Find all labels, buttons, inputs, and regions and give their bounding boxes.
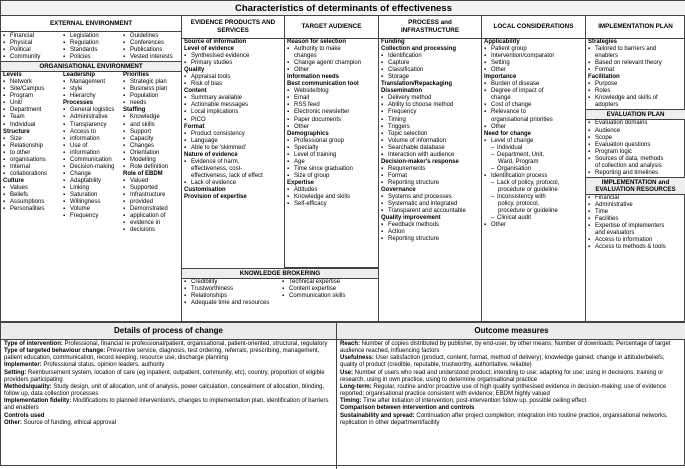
- list-item: ▪ Financial: [1, 33, 61, 40]
- list-item: ▪ Burden of disease: [482, 81, 585, 88]
- list-item: ▪ Feedback methods: [379, 222, 481, 229]
- list-item: ▪ Time: [586, 209, 685, 216]
- text-row: [340, 405, 683, 412]
- col-head-local: LOCAL CONSIDERATIONS: [482, 16, 585, 39]
- list-item: ▪ Patient group: [482, 46, 585, 53]
- section-label: Importance: [484, 74, 517, 81]
- list-item: ▪ Relevance to: [482, 109, 585, 116]
- list-item: ▪ General logistics: [61, 107, 121, 114]
- col-head-evidence: EVIDENCE PRODUCTS AND SERVICES: [182, 16, 284, 39]
- list-item: ▪ Knowledge and skills of: [586, 95, 685, 102]
- list-item: ▪ Age: [285, 159, 378, 166]
- row-text: Preventive service, diagnosis, test ordering, referrals, prescribing, management, patient education, communication, record keeping, resource use, discharge planning: [4, 348, 320, 362]
- list-item: ▪ Supported: [121, 185, 181, 192]
- list-item: ▪ Population: [121, 93, 181, 100]
- list-item: ▪ Volume: [61, 206, 121, 213]
- list-item: ▪ Political: [1, 47, 61, 54]
- list-item: ▪ Topic selection: [379, 131, 481, 138]
- col-head-implementation: IMPLEMENTATION PLAN: [586, 16, 685, 39]
- list-item: ▪ Volume of information: [379, 138, 481, 145]
- list-item: ▪ RSS feed: [285, 102, 378, 109]
- list-item: ▪ Time since graduation: [285, 166, 378, 173]
- list-item: ▪ Other: [285, 67, 378, 74]
- row-text: User satisfaction (product, content, format, method of delivery); knowledge gained; change in attitude/beliefs; quality of product (credible, reputable, trustworthy, authoritative, reliable): [340, 355, 665, 369]
- row-text: Number of users who read and understood product; intending to use; adapting for use; using in decisions, training or research, using in own practice, using to determine organisational practice: [340, 369, 664, 383]
- list-item: change: [491, 95, 511, 102]
- list-item: ▪ Website/blog: [285, 88, 378, 95]
- list-item: ▪ Community: [1, 54, 61, 61]
- list-item: ▪ Evidence of harm,: [182, 159, 284, 166]
- col-external-environment: [1, 16, 182, 321]
- list-item: ▪ Change: [61, 171, 121, 178]
- text-row: [4, 348, 333, 362]
- section-label: Quality: [184, 67, 205, 74]
- col-head-target: TARGET AUDIENCE: [285, 16, 378, 39]
- row-text: Professional, financial re professional/patient, organisational, patient-oriented, structural, regulatory: [62, 341, 328, 347]
- row-label: Comparison between intervention and controls: [340, 405, 475, 412]
- list-item: ▪ Legislation: [61, 33, 121, 40]
- list-item: policy, protocol,: [498, 201, 540, 208]
- list-item: ▪ Self-efficacy: [285, 201, 378, 208]
- section-label: Content: [184, 88, 207, 95]
- section-label: Information needs: [287, 74, 340, 81]
- list-item: ▪ Identification: [379, 53, 481, 60]
- list-item: ▪ and skills: [121, 122, 181, 129]
- list-item: ▪ Reporting structure: [379, 180, 481, 187]
- list-item: ▪ Format: [379, 173, 481, 180]
- list-item: ▪ Valued: [121, 178, 181, 185]
- list-item: ▪ Orientation: [121, 150, 181, 157]
- list-item: ▪ Department: [1, 107, 61, 114]
- list-item: ▪ Professional group: [285, 138, 378, 145]
- list-item: ▪ Appraisal tools: [182, 74, 284, 81]
- list-item: ▪ Sources of data, methods: [586, 156, 685, 163]
- list-item: ▪ Relationship: [1, 143, 61, 150]
- list-item: ▪ Primary studies: [182, 60, 284, 67]
- list-item: organisational priorities: [491, 116, 553, 123]
- list-item: ▪ Level of training: [285, 152, 378, 159]
- list-item: ▪ Financial: [586, 195, 685, 202]
- list-item: ▪ Storage: [379, 74, 481, 81]
- list-item: ▪ Change agent/ champion: [285, 60, 378, 67]
- eval-plan-head: EVALUATION PLAN: [586, 109, 685, 120]
- kb-head: KNOWLEDGE BROKERING: [182, 269, 378, 279]
- list-item: ▪ application of: [121, 213, 181, 220]
- list-item: ▪ Policies: [61, 54, 121, 61]
- list-item: ▪ Paper documents: [285, 117, 378, 124]
- row-label: Timing:: [340, 398, 362, 405]
- list-item: ▪ Summary available: [182, 95, 284, 102]
- section-label: Applicability: [484, 39, 520, 45]
- row-text: Regular, routine and/or proactive use of high quality synthesised evidence in decision-making; use of evidence reported; organisational practice consistent with evidence; EBDM highly valued: [340, 383, 667, 398]
- list-item: ▪ Unit/: [1, 100, 61, 107]
- list-item: ▪ Interaction with audience: [379, 152, 481, 159]
- list-item: changes: [294, 53, 317, 60]
- list-item: ▪ Intervention/comparator: [482, 53, 585, 60]
- list-item: – Clinical audit: [482, 215, 585, 222]
- section-label: Source of information: [184, 39, 247, 45]
- section-label: Format: [184, 123, 205, 130]
- list-item: ▪ Actionable messages: [182, 102, 284, 109]
- col-head-external: EXTERNAL ENVIRONMENT: [1, 16, 181, 32]
- list-item: – Inconsistency with: [482, 194, 585, 201]
- list-item: ▪ Values: [1, 185, 61, 192]
- section-label: Quality improvement: [381, 215, 441, 222]
- col-local-considerations: [482, 16, 586, 321]
- list-item: ▪ Level of change: [482, 138, 585, 145]
- list-item: ▪ Format: [586, 67, 685, 74]
- external-items: [1, 32, 181, 61]
- list-item: procedure or guideline: [498, 186, 558, 193]
- list-item: ▪ information: [61, 150, 121, 157]
- section-label: Demographics: [287, 130, 329, 137]
- list-item: ▪ Assumptions: [1, 199, 61, 206]
- list-item: ▪ Cost of change: [482, 102, 585, 109]
- list-item: ▪ Expertise of implementers: [586, 223, 685, 230]
- row-text: Reimbursement system, location of care (eg inpatient, outpatient, community, etc), country, proportion of eligible providers participating: [4, 369, 325, 383]
- list-item: Ward, Program: [498, 158, 539, 165]
- list-item: ▪ Ability to choose method: [379, 102, 481, 109]
- list-item: ▪ Knowledge and skills: [285, 194, 378, 201]
- list-item: ▪ Business plan: [121, 86, 181, 93]
- list-item: – Individual: [482, 145, 585, 152]
- col-implementation-plan: [586, 16, 685, 321]
- text-row: [4, 370, 333, 384]
- list-item: ▪ Personalities: [1, 206, 61, 213]
- list-item: ▪ Frequency: [61, 213, 121, 220]
- list-item: ▪ Communication skills: [280, 293, 378, 300]
- list-item: ▪ collaborations: [1, 171, 61, 178]
- section-label: Leadership: [63, 72, 96, 79]
- list-item: ▪ evidence in: [121, 220, 181, 227]
- list-item: ▪ Transparency: [61, 122, 121, 129]
- list-item: ▪ Program logic: [586, 149, 685, 156]
- list-item: ▪ Technical expertise: [280, 279, 378, 286]
- text-row: [340, 398, 683, 405]
- list-item: ▪ Access to: [61, 129, 121, 136]
- list-item: ▪ Site/Campus: [1, 86, 61, 93]
- section-label: Governance: [381, 186, 416, 193]
- section-label: Dissemination: [381, 88, 423, 95]
- row-label: Methods/quality:: [4, 383, 52, 390]
- section-label: Culture: [3, 177, 24, 184]
- row-label: Use:: [340, 369, 354, 376]
- list-item: ▪ Other: [285, 124, 378, 131]
- row-text: Number of copies distributed by publisher, by end-user, by other means; Number of downloads; Percentage of target audience reached, influencing factors: [340, 341, 671, 355]
- list-item: ▪ Physical: [1, 40, 61, 47]
- list-item: ▪ Roles: [586, 88, 685, 95]
- org-env-grid: [1, 72, 181, 234]
- col-target-audience: [285, 16, 379, 268]
- col-head-process: PROCESS and INFRASTRUCTURE: [379, 16, 481, 39]
- list-item: ▪ Other: [482, 222, 585, 229]
- list-item: ▪ Access to methods & tools: [586, 244, 685, 251]
- lower-panel: [1, 321, 685, 467]
- list-item: ▪ Based on relevant theory: [586, 60, 685, 67]
- outcomes-head: Outcome measures: [337, 323, 685, 340]
- text-row: [4, 420, 333, 427]
- list-item: ▪ Program: [1, 93, 61, 100]
- text-row: [340, 341, 683, 355]
- text-row: [4, 398, 333, 412]
- list-item: ▪ Use of: [61, 143, 121, 150]
- list-item: ▪ Specialty: [285, 145, 378, 152]
- list-item: ▪ Publications: [121, 47, 181, 54]
- list-item: ▪ Content expertise: [280, 286, 378, 293]
- row-text: Modifications to planned intervention/s, changes to implementation plan, identification of barriers and enablers: [4, 398, 329, 412]
- list-item: ▪ Access to information: [586, 237, 685, 244]
- list-item: ▪ Email: [285, 95, 378, 102]
- list-item: ▪ Evaluation domains: [586, 120, 685, 127]
- list-item: ▪ Hierarchy: [61, 93, 121, 100]
- list-item: ▪ provided: [121, 199, 181, 206]
- list-item: ▪ Size: [1, 136, 61, 143]
- list-item: ▪ organisations: [1, 157, 61, 164]
- section-label: Levels: [3, 72, 22, 79]
- list-item: ▪ Product consistency: [182, 131, 284, 138]
- list-item: ▪ Risk of bias: [182, 81, 284, 88]
- section-label: Translation/Repackaging: [381, 81, 453, 88]
- list-item: ▪ Communication: [61, 157, 121, 164]
- list-item: ▪ Other: [482, 124, 585, 131]
- list-item: ▪ to other: [1, 150, 61, 157]
- list-item: ▪ Support: [121, 129, 181, 136]
- row-label: Reach:: [340, 341, 361, 347]
- section-label: Collection and processing: [381, 46, 457, 53]
- list-item: ▪ Willingness: [61, 199, 121, 206]
- list-item: and evaluators: [595, 230, 635, 237]
- section-label: Processes: [63, 100, 94, 107]
- row-text: Professional status, opinion leaders, authority: [41, 362, 165, 369]
- row-label: Usefulness:: [340, 355, 375, 362]
- list-item: ▪ Network: [1, 79, 61, 86]
- org-env-head: ORGANISATIONAL ENVIRONMENT: [1, 61, 181, 72]
- row-label: Type of intervention:: [4, 341, 63, 347]
- list-item: ▪ Reporting and timelines: [586, 170, 685, 177]
- list-item: ▪ Conferences: [121, 40, 181, 47]
- list-item: ▪ Changes: [121, 143, 181, 150]
- list-item: ▪ Systems and processes: [379, 194, 481, 201]
- list-item: ▪ Decision-making: [61, 164, 121, 171]
- list-item: ▪ Systematic and integrated: [379, 201, 481, 208]
- section-label: Customisation: [184, 186, 226, 193]
- row-text: Source of funding, ethical approval: [22, 419, 117, 426]
- list-item: ▪ Timing: [379, 117, 481, 124]
- list-item: ▪ Strategic plan: [121, 79, 181, 86]
- list-item: ▪ Setting: [482, 60, 585, 67]
- text-row: [4, 362, 333, 369]
- row-text: Continuation after project completion; integration into routine practice, organisational networks, replication in other department/facility: [340, 412, 668, 426]
- list-item: of collection and analysis: [595, 162, 662, 169]
- list-item: ▪ Facilities: [586, 216, 685, 223]
- list-item: ▪ Linking: [61, 185, 121, 192]
- section-label: Role of EBDM: [123, 170, 163, 177]
- row-text: Study design, unit of allocation, unit of analysis, power calculation, concealment of allocation, blinding, follow up, data collection processes: [4, 383, 325, 398]
- list-item: ▪ Local implications: [182, 109, 284, 116]
- list-item: ▪ Language: [182, 138, 284, 145]
- row-label: Implementer:: [4, 362, 42, 369]
- list-item: ▪ Purpose: [586, 81, 685, 88]
- section-label: Reason for selection: [287, 39, 347, 45]
- text-row: [340, 355, 683, 369]
- list-item: effectiveness, lack of effect: [191, 172, 263, 179]
- section-label: Expertise: [287, 179, 315, 186]
- list-item: ▪ Requirements: [379, 166, 481, 173]
- list-item: ▪ Adequate time and resources: [182, 300, 280, 307]
- list-item: ▪ Credibility: [182, 279, 280, 286]
- section-label: Priorities: [123, 72, 150, 79]
- list-item: ▪ Demonstrated: [121, 206, 181, 213]
- list-item: ▪ Degree of impact of: [482, 88, 585, 95]
- section-label: Best communication tool: [287, 81, 359, 88]
- list-item: ▪ Delivery method: [379, 95, 481, 102]
- row-label: Type of targeted behaviour change:: [4, 348, 106, 355]
- list-item: ▪ Management: [61, 79, 121, 86]
- list-item: ▪ Lack of evidence: [182, 180, 284, 187]
- row-label: Long-term:: [340, 383, 372, 390]
- row-label: Setting:: [4, 369, 27, 376]
- list-item: ▪ Searchable database: [379, 145, 481, 152]
- text-row: [340, 413, 683, 427]
- section-label: Level of evidence: [184, 46, 235, 53]
- list-item: ▪ Evaluation questions: [586, 142, 685, 149]
- section-label: Staffing: [123, 107, 146, 114]
- section-label: Provision of expertise: [184, 194, 247, 201]
- list-item: ▪ Electronic newsletter: [285, 109, 378, 116]
- text-row: [4, 384, 333, 398]
- diagram-title: Characteristics of determinants of effectiveness: [1, 1, 685, 16]
- list-item: ▪ PICO: [182, 117, 284, 124]
- section-label: Need for change: [484, 130, 532, 137]
- col-process-infrastructure: [379, 16, 482, 321]
- process-change-panel: [1, 323, 337, 469]
- list-item: ▪ needs: [121, 100, 181, 107]
- list-item: ▪ Adaptability: [61, 178, 121, 185]
- list-item: ▪ Reporting structure: [379, 236, 481, 243]
- section-label: Structure: [3, 128, 30, 135]
- list-item: ▪ Guidelines: [121, 33, 181, 40]
- list-item: ▪ Saturation: [61, 192, 121, 199]
- text-row: [340, 384, 683, 398]
- list-item: ▪ Scope: [586, 135, 685, 142]
- text-row: [4, 341, 333, 348]
- list-item: ▪ Action: [379, 229, 481, 236]
- list-item: ▪ Role definition: [121, 164, 181, 171]
- list-item: ▪ Transparent and accountable: [379, 208, 481, 215]
- list-item: adopters: [595, 102, 619, 109]
- list-item: ▪ information: [61, 136, 121, 143]
- list-item: ▪ Capacity: [121, 136, 181, 143]
- knowledge-brokering: [182, 268, 379, 321]
- section-label: Funding: [381, 39, 405, 45]
- list-item: ▪ Capture: [379, 60, 481, 67]
- list-item: ▪ Individual: [1, 122, 61, 129]
- list-item: ▪ Frequency: [379, 109, 481, 116]
- list-item: – Organisation: [482, 166, 585, 173]
- list-item: ▪ Able to be 'skimmed': [182, 145, 284, 152]
- section-label: Decision-maker's response: [381, 158, 459, 165]
- list-item: – Department, Unit,: [482, 152, 585, 159]
- section-label: Nature of evidence: [184, 151, 238, 158]
- outcomes-panel: [337, 323, 685, 469]
- row-text: Time after initiation of intervention, post-intervention follow up, possible ceiling effect: [361, 398, 587, 405]
- list-item: ▪ Standards: [61, 47, 121, 54]
- list-item: ▪ Triggers: [379, 124, 481, 131]
- list-item: ▪ Classification: [379, 67, 481, 74]
- list-item: ▪ Administrative: [586, 202, 685, 209]
- resources-head: IMPLEMENTATION and EVALUATION RESOURCES: [586, 177, 685, 195]
- text-row: [4, 413, 333, 420]
- list-item: procedure or guideline: [498, 208, 558, 215]
- list-item: ▪ Internal: [1, 164, 61, 171]
- list-item: ▪ Modelling: [121, 157, 181, 164]
- list-item: ▪ Trustworthiness: [182, 286, 280, 293]
- list-item: – Lack of policy, protocol,: [482, 180, 585, 187]
- list-item: ▪ style: [61, 86, 121, 93]
- list-item: ▪ Attitudes: [285, 187, 378, 194]
- list-item: ▪ Regulation: [61, 40, 121, 47]
- text-row: [340, 370, 683, 384]
- list-item: ▪ Beliefs: [1, 192, 61, 199]
- list-item: ▪ Knowledge: [121, 114, 181, 121]
- list-item: ▪ Synthesised evidence: [182, 53, 284, 60]
- list-item: ▪ decisions: [121, 227, 181, 234]
- list-item: ▪ Other: [482, 67, 585, 74]
- row-label: Implementation fidelity:: [4, 398, 72, 405]
- list-item: effectiveness, cost-: [191, 165, 243, 172]
- list-item: ▪ Vested interests: [121, 54, 181, 61]
- row-label: Other:: [4, 419, 22, 426]
- section-label: Facilitation: [588, 74, 620, 81]
- list-item: ▪ Team: [1, 114, 61, 121]
- list-item: ▪ Identification process: [482, 173, 585, 180]
- process-change-head: Details of process of change: [1, 323, 336, 340]
- section-label: Strategies: [588, 39, 618, 45]
- list-item: ▪ Size of group: [285, 173, 378, 180]
- list-item: ▪ Audience: [586, 128, 685, 135]
- list-item: ▪ Administrative: [61, 114, 121, 121]
- list-item: ▪ Infrastructure: [121, 192, 181, 199]
- row-label: Sustainability and spread:: [340, 412, 415, 419]
- list-item: ▪ Authority to make: [285, 46, 378, 53]
- row-label: Controls used: [4, 412, 45, 419]
- list-item: ▪ Relationships: [182, 293, 280, 300]
- list-item: ▪ Tailored to barriers and: [586, 46, 685, 53]
- list-item: enablers: [595, 53, 619, 60]
